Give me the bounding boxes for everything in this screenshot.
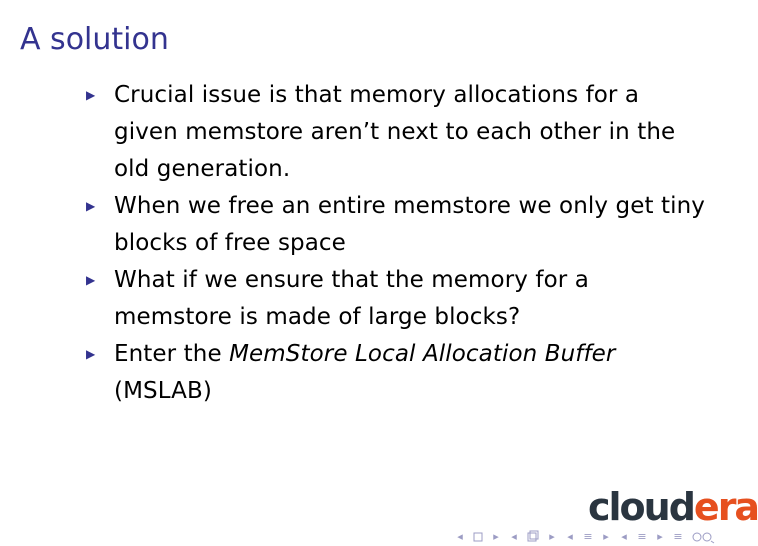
nav-subsection-icon[interactable] [527, 530, 539, 544]
nav-subsection-prev-icon[interactable]: ◂ [621, 530, 627, 543]
nav-search-icon[interactable] [691, 530, 715, 544]
triangle-bullet-icon: ▶ [86, 347, 96, 361]
nav-section-prev-icon[interactable]: ◂ [567, 530, 573, 543]
bullet-item [86, 262, 706, 336]
logo-text-cloud: cloud [588, 485, 694, 529]
bullet-text: What if we ensure that the memory for a memstore is made of large blocks? [114, 267, 589, 330]
nav-subsection-next-icon[interactable]: ▸ [657, 530, 663, 543]
slide-title: A solution [20, 22, 169, 57]
bullet-item [86, 77, 706, 188]
triangle-bullet-icon: ▶ [86, 199, 96, 213]
bullet-item [86, 336, 706, 410]
beamer-navigation-bar [455, 530, 720, 544]
bullet-list [86, 77, 706, 410]
nav-prev-icon[interactable]: ◂ [457, 530, 463, 543]
bullet-text-prefix: Enter the [114, 341, 230, 367]
logo-text-era: era [693, 485, 758, 529]
triangle-bullet-icon: ▶ [86, 88, 96, 102]
bullet-text-suffix: (MSLAB) [114, 378, 212, 404]
bullet-item [86, 188, 706, 262]
bullet-text-emphasis: MemStore Local Allocation Buffer [229, 341, 616, 367]
nav-section-icon[interactable]: ≡ [583, 530, 593, 543]
nav-frame-icon[interactable] [473, 530, 483, 544]
cloudera-logo [588, 483, 758, 531]
bullet-text [114, 336, 706, 410]
nav-next-icon[interactable]: ▸ [493, 530, 499, 543]
bullet-text: When we free an entire memstore we only get tiny blocks of free space [114, 193, 705, 256]
nav-frame-prev-icon[interactable]: ◂ [511, 530, 517, 543]
triangle-bullet-icon: ▶ [86, 273, 96, 287]
nav-section-next-icon[interactable]: ▸ [603, 530, 609, 543]
nav-subsection-list-icon[interactable]: ≡ [637, 530, 647, 543]
nav-frame-next-icon[interactable]: ▸ [549, 530, 555, 543]
nav-align-icon[interactable]: ≡ [673, 530, 683, 543]
bullet-text: Crucial issue is that memory allocations for a given memstore aren’t next to each other in the old generation. [114, 82, 676, 182]
